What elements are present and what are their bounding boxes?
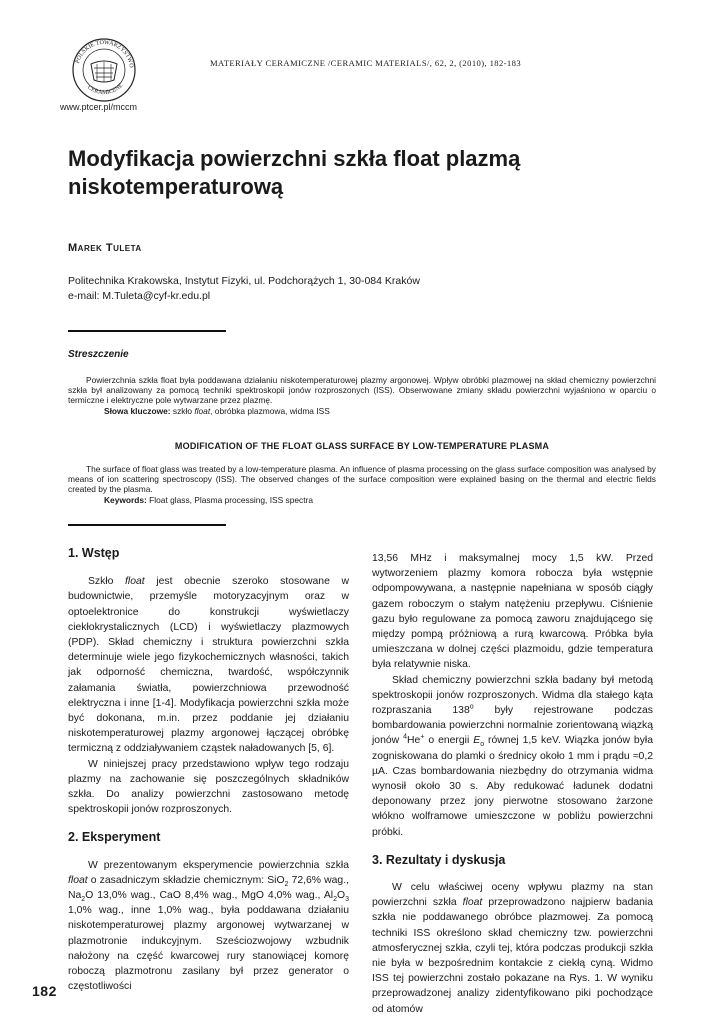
keywords-english	[68, 495, 656, 505]
abstract-polish-text: Powierzchnia szkła float była poddawana działaniu niskotemperaturowej plazmy argonowej. Wpływ obróbki plazmowej na skład chemiczny powierzchni szkła był analizowany za pomocą techniki spektroskopii jonów rozproszonych (ISS). Obserwowane zmiany składu powierzchni wyjaśniono w oparciu o termiczne i elektryczne pole wytwarzane przez plazmę.	[68, 375, 656, 406]
text-italic: float	[462, 897, 483, 909]
article-title: Modyfikacja powierzchni szkła float plazmą niskotemperaturową	[68, 146, 521, 199]
keywords-text-en: Float glass, Plasma processing, ISS spectra	[146, 494, 314, 505]
section-1-heading: 1. Wstęp	[68, 546, 120, 560]
abstract-english-text: The surface of float glass was treated by a low-temperature plasma. An influence of plasma processing on the glass surface composition was analysed by means of ion scattering spectroscopy (ISS). The observed changes of the surface composition were explained basing on the thermal and electric fields created by the plasma.	[68, 464, 656, 495]
text: jest obecnie szeroko stosowane w budownictwie, przemyśle motoryzacyjnym oraz w optoelektronice do konstrukcji wyświetlaczy ciekłokrystalicznych (LCD) i wyświetlaczy plazmowych (PDP). Skład chemiczny i struktura powierzchni szkła determinuje wiele jego fizykochemicznych własności, takich jak odporność chemiczna, twardość, współczynnik załamania światła, powierzchniowa przewodność elektryczna i inne [1-4]. Modyfikacja powierzchni szkła może być dokonana, m.in. przez poddanie jej działaniu niskotemperaturowej plazmy argonowej łączącej obróbkę termiczną z oddziaływaniem cząstek naładowanych [5, 6].	[68, 576, 349, 755]
column-left	[68, 546, 349, 994]
text-italic: E	[473, 735, 481, 747]
subscript: 3	[345, 896, 349, 904]
abstract-english	[68, 464, 656, 505]
svg-text:CERAMICZNE: CERAMICZNE	[86, 82, 125, 97]
site-url[interactable]: www.ptcer.pl/mccm	[60, 102, 138, 112]
keywords-label-en: Keywords:	[104, 494, 147, 505]
text: przeprowadzono najpierw badania szkła nie poddawanego obróbce plazmowej. Za pomocą techniki ISS określono skład chemiczny tzw. powierzchni atmosferycznej szkła, czyli tej, która podczas produkcji szkła nie była w bezpośrednim kontakcie z ciekłą cyną. Widmo ISS tej powierzchni zostało pokazane na Rys. 1. W wyniku przeprowadzonej analizy zidentyfikowano piki pochodzące od atomów	[372, 897, 653, 1015]
text: o zasadniczym składzie chemicznym: SiO	[87, 874, 285, 886]
superscript: o	[469, 703, 474, 711]
text: W prezentowanym eksperymencie powierzchnia szkła	[88, 859, 349, 871]
divider-top	[68, 330, 226, 332]
text: 72,6% wag., Na	[68, 874, 349, 902]
english-title: MODIFICATION OF THE FLOAT GLASS SURFACE BY LOW-TEMPERATURE PLASMA	[174, 441, 550, 451]
affiliation-block	[68, 274, 668, 304]
section-1-paragraph-1	[68, 574, 349, 756]
text: Skład chemiczny powierzchni szkła badany był metodą spektroskopii jonów rozproszonych. Widma dla stałego kąta rozpraszania 138	[372, 674, 653, 717]
page-number: 182	[32, 983, 57, 999]
superscript: 4	[403, 733, 408, 741]
text-italic: float	[68, 874, 88, 886]
text: He	[407, 735, 421, 747]
author-name-text: Marek Tuleta	[68, 242, 142, 254]
section-2-heading: 2. Eksperyment	[68, 830, 161, 845]
abstract-polish	[68, 375, 656, 416]
subscript: o	[480, 741, 485, 749]
keywords-text-a: szkło	[170, 405, 195, 416]
text-italic: float	[125, 576, 145, 588]
section-3-heading: 3. Rezultaty i dyskusja	[372, 852, 506, 867]
society-logo	[66, 36, 142, 104]
affiliation: Politechnika Krakowska, Instytut Fizyki, ul. Podchorążych 1, 30-084 Kraków	[68, 275, 420, 287]
text: O 13,0% wag., CaO 8,4% wag., MgO 4,0% wag., Al	[85, 890, 334, 902]
divider-bottom	[68, 524, 226, 526]
subscript: 2	[81, 896, 86, 904]
text: W celu właściwej oceny wpływu plazmy na stan powierzchni szkła	[372, 882, 653, 909]
email[interactable]: e-mail: M.Tuleta@cyf-kr.edu.pl	[68, 290, 211, 302]
subscript: 2	[333, 896, 337, 904]
keywords-label: Słowa kluczowe:	[104, 405, 171, 416]
journal-reference: MATERIAŁY CERAMICZNE /CERAMIC MATERIALS/, 62, 2, (2010), 182-183	[210, 58, 522, 68]
col2-paragraph-2	[372, 673, 653, 840]
text: 1,0% wag., inne 1,0% wag., była poddawana działaniu niskotemperaturowej plazmy argonowej wytwarzanej w plazmotronie indukcyjnym. Sześciozwojowy wzbudnik nałożony na część kwarcowej rury stanowiącej komorę roboczą plazmotronu zasilany był przez generator o częstotliwości	[68, 905, 349, 993]
column-right	[372, 551, 653, 1017]
text: O	[337, 890, 346, 902]
section-3-paragraph-1	[372, 880, 653, 1017]
author-name	[68, 242, 142, 254]
text: równej 1,5 keV. Wiązka jonów była zogniskowana do plamki o średnicy około 1 mm i prądu ≈0,2 µA. Czas bombardowania niezbędny do otrzymania widma wynosił około 30 s. Aby redukować ładunek dodatni deponowany przez jony pierwotne stosowano żarzone włókno wolframowe umieszczone w pobliżu powierzchni próbki.	[372, 735, 653, 838]
keywords-float: float	[194, 405, 211, 416]
subscript: 2	[284, 880, 289, 888]
superscript: +	[420, 733, 425, 741]
text: o energii	[424, 735, 474, 747]
section-1-paragraph-2: W niniejszej pracy przedstawiono wpływ tego rodzaju plazmy na zachowanie się poszczególnych składników szkła. Do analizy powierzchni zastosowano metodę spektroskopii jonów rozproszonych.	[68, 758, 349, 816]
text: Szkło	[88, 576, 126, 588]
text: były rejestrowane podczas bombardowania powierzchni normalnie zorientowaną wiązką jonów	[372, 705, 654, 747]
col2-paragraph-1: 13,56 MHz i maksymalnej mocy 1,5 kW. Przed wytworzeniem plazmy komora robocza była wstępnie odpompowywana, a następnie napełniana w sposób ciągły gazem roboczym o stałym natężeniu przepływu. Ciśnienie gazu było regulowane za pomocą zaworu znajdującego się między pompą próżniową a rurą kwarcową. Próbka była umieszczana w dolnej części plazmoidu, gdzie temperatura była relatywnie niska.	[372, 553, 653, 671]
section-2-paragraph-1	[68, 858, 349, 995]
keywords-polish	[68, 406, 656, 416]
abstract-heading: Streszczenie	[68, 349, 129, 360]
svg-text:POLSKIE TOWARZYSTWO: POLSKIE TOWARZYSTWO	[74, 39, 134, 69]
keywords-text-b: , obróbka plazmowa, widma ISS	[210, 405, 330, 416]
